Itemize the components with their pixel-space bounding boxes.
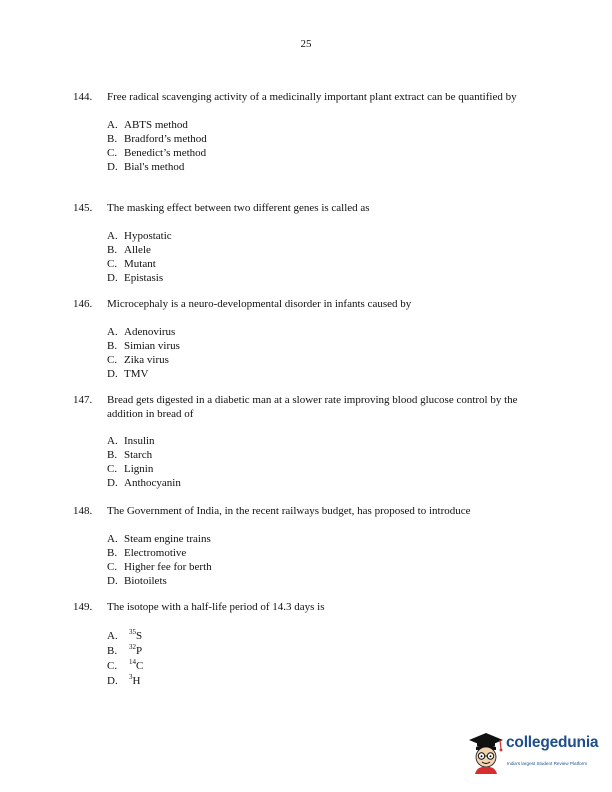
question-number: 149. xyxy=(73,601,93,613)
option-a: A. ABTS method xyxy=(107,118,188,131)
option-list xyxy=(73,628,553,688)
option-list xyxy=(73,434,553,490)
question-text: Bread gets digested in a diabetic man at a slower rate improving blood glucose control by the addition in bread of xyxy=(107,394,518,420)
question-text: The masking effect between two different genes is called as xyxy=(107,202,370,214)
student-mascot-icon xyxy=(466,730,506,774)
question-145 xyxy=(73,202,553,285)
option-list xyxy=(73,325,553,381)
question-number: 147. xyxy=(73,394,93,406)
logo-tagline: India's largest Student Review Platform xyxy=(507,761,588,766)
option-b: B. Electromotive xyxy=(107,546,187,559)
question-text: Microcephaly is a neuro-developmental disorder in infants caused by xyxy=(107,298,412,310)
option-c: C. Benedict’s method xyxy=(107,146,207,159)
question-146 xyxy=(73,298,553,381)
option-c: C. Mutant xyxy=(107,257,156,270)
page-number: 25 xyxy=(300,38,312,50)
option-a: A. Hypostatic xyxy=(107,229,172,242)
option-a: A. Insulin xyxy=(107,435,155,447)
mass-number: 3 xyxy=(129,672,133,681)
mass-number: 14 xyxy=(129,657,136,666)
question-number: 144. xyxy=(73,91,93,103)
option-d: D. Biotoilets xyxy=(107,574,167,587)
collegedunia-logo xyxy=(466,730,601,776)
question-text: The Government of India, in the recent railways budget, has proposed to introduce xyxy=(107,505,471,517)
element-symbol: H xyxy=(132,674,141,687)
option-b: B. Starch xyxy=(107,449,153,461)
question-149 xyxy=(73,601,553,688)
question-number: 146. xyxy=(73,298,93,310)
option-a: A. $^{35}$S xyxy=(107,627,143,642)
element-symbol: S xyxy=(136,629,143,642)
option-a: A. Adenovirus xyxy=(107,325,176,338)
question-number: 148. xyxy=(73,505,93,517)
option-b: B. Allele xyxy=(107,243,151,256)
option-d: D. $^3$H xyxy=(107,672,141,687)
option-d: D. TMV xyxy=(107,367,149,380)
option-d: D. Epistasis xyxy=(107,271,164,284)
question-144 xyxy=(73,91,553,174)
element-symbol: P xyxy=(136,644,143,657)
element-symbol: C xyxy=(136,659,144,672)
option-b: B. Bradford’s method xyxy=(107,132,207,145)
option-b: B. $^{32}$P xyxy=(107,642,143,657)
option-a: A. Steam engine trains xyxy=(107,532,211,545)
option-c: C. $^{14}$C xyxy=(107,657,144,672)
option-c: C. Higher fee for berth xyxy=(107,560,212,573)
option-list xyxy=(73,229,553,285)
question-text: The isotope with a half-life period of 14.3 days is xyxy=(107,601,325,613)
question-147 xyxy=(73,394,553,490)
question-text: Free radical scavenging activity of a medicinally important plant extract can be quantified by xyxy=(107,91,517,103)
option-list xyxy=(73,532,553,588)
option-d: D. Anthocyanin xyxy=(107,477,181,489)
logo-name: collegedunia xyxy=(506,734,599,751)
mass-number: 35 xyxy=(129,627,136,636)
option-b: B. Simian virus xyxy=(107,339,180,352)
question-148 xyxy=(73,505,553,588)
option-d: D. Bial's method xyxy=(107,160,185,173)
option-list xyxy=(73,118,553,174)
mass-number: 32 xyxy=(129,642,136,651)
option-c: C. Lignin xyxy=(107,463,154,475)
question-number: 145. xyxy=(73,202,93,214)
option-c: C. Zika virus xyxy=(107,353,169,366)
